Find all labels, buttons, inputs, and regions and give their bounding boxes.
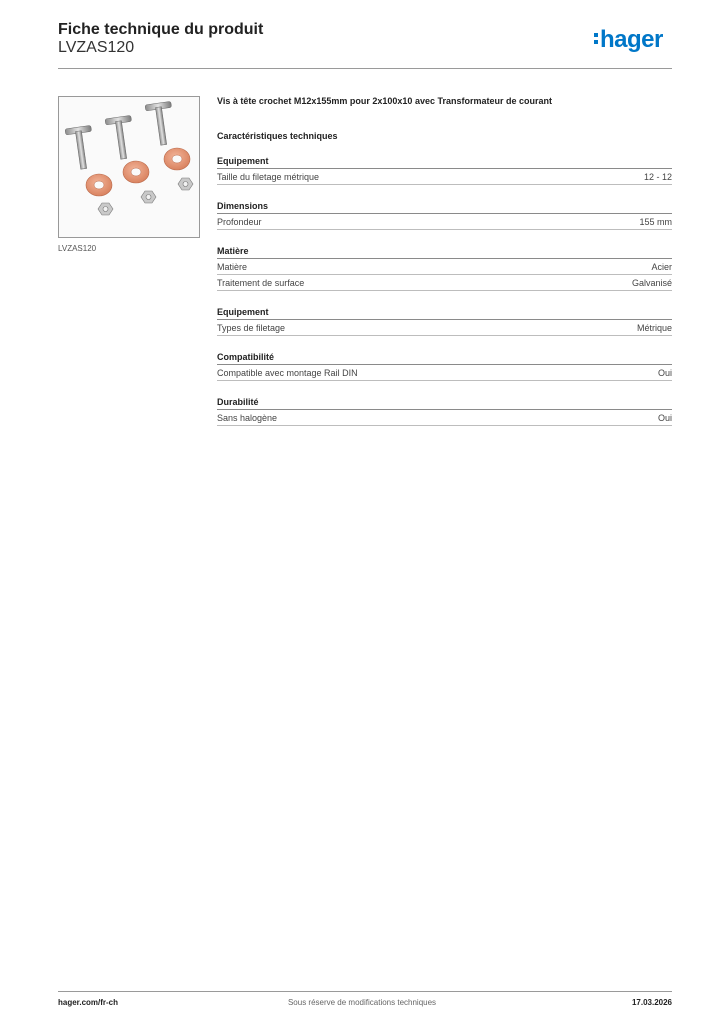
header-divider	[58, 68, 672, 69]
spec-label: Traitement de surface	[217, 278, 305, 288]
product-reference: LVZAS120	[58, 39, 135, 56]
section-title: Matière	[217, 246, 672, 259]
spec-label: Sans halogène	[217, 413, 278, 423]
spec-value: Oui	[657, 368, 672, 378]
spec-value: Galvanisé	[631, 278, 672, 288]
logo-wordmark: hager	[600, 26, 663, 53]
hager-logo	[594, 28, 663, 58]
spec-row	[217, 365, 672, 381]
footer-divider	[58, 991, 672, 992]
spec-section	[217, 246, 672, 291]
spec-row	[217, 259, 672, 275]
page-title: Fiche technique du produit	[58, 21, 264, 38]
footer-date: 17.03.2026	[631, 998, 672, 1007]
section-title: Equipement	[217, 156, 672, 169]
section-title: Equipement	[217, 307, 672, 320]
spec-label: Compatible avec montage Rail DIN	[217, 368, 358, 378]
spec-row	[217, 169, 672, 185]
spec-row	[217, 275, 672, 291]
spec-value: Métrique	[636, 323, 672, 333]
spec-section	[217, 201, 672, 230]
section-title: Dimensions	[217, 201, 672, 214]
section-title: Compatibilité	[217, 352, 672, 365]
hook-bolts-image-icon	[59, 97, 199, 237]
logo-dots-icon	[594, 33, 598, 44]
spec-section	[217, 307, 672, 336]
spec-value: 155 mm	[639, 217, 672, 227]
spec-section	[217, 397, 672, 426]
spec-label: Matière	[217, 262, 248, 272]
spec-content	[217, 96, 672, 426]
footer-website-link[interactable]: hager.com/fr-ch	[58, 998, 119, 1007]
image-caption: LVZAS120	[58, 244, 97, 253]
product-description: Vis à tête crochet M12x155mm pour 2x100x10 avec Transformateur de courant	[217, 96, 552, 106]
tech-characteristics-title: Caractéristiques techniques	[217, 131, 338, 141]
spec-row	[217, 214, 672, 230]
spec-value: Acier	[651, 262, 672, 272]
spec-label: Types de filetage	[217, 323, 286, 333]
spec-label: Taille du filetage métrique	[217, 172, 320, 182]
spec-label: Profondeur	[217, 217, 262, 227]
section-title: Durabilité	[217, 397, 672, 410]
product-image	[58, 96, 200, 238]
spec-value: Oui	[657, 413, 672, 423]
spec-row	[217, 410, 672, 426]
spec-section	[217, 352, 672, 381]
spec-value: 12 - 12	[643, 172, 672, 182]
spec-row	[217, 320, 672, 336]
spec-section	[217, 156, 672, 185]
footer-notice: Sous réserve de modifications techniques	[287, 998, 437, 1007]
